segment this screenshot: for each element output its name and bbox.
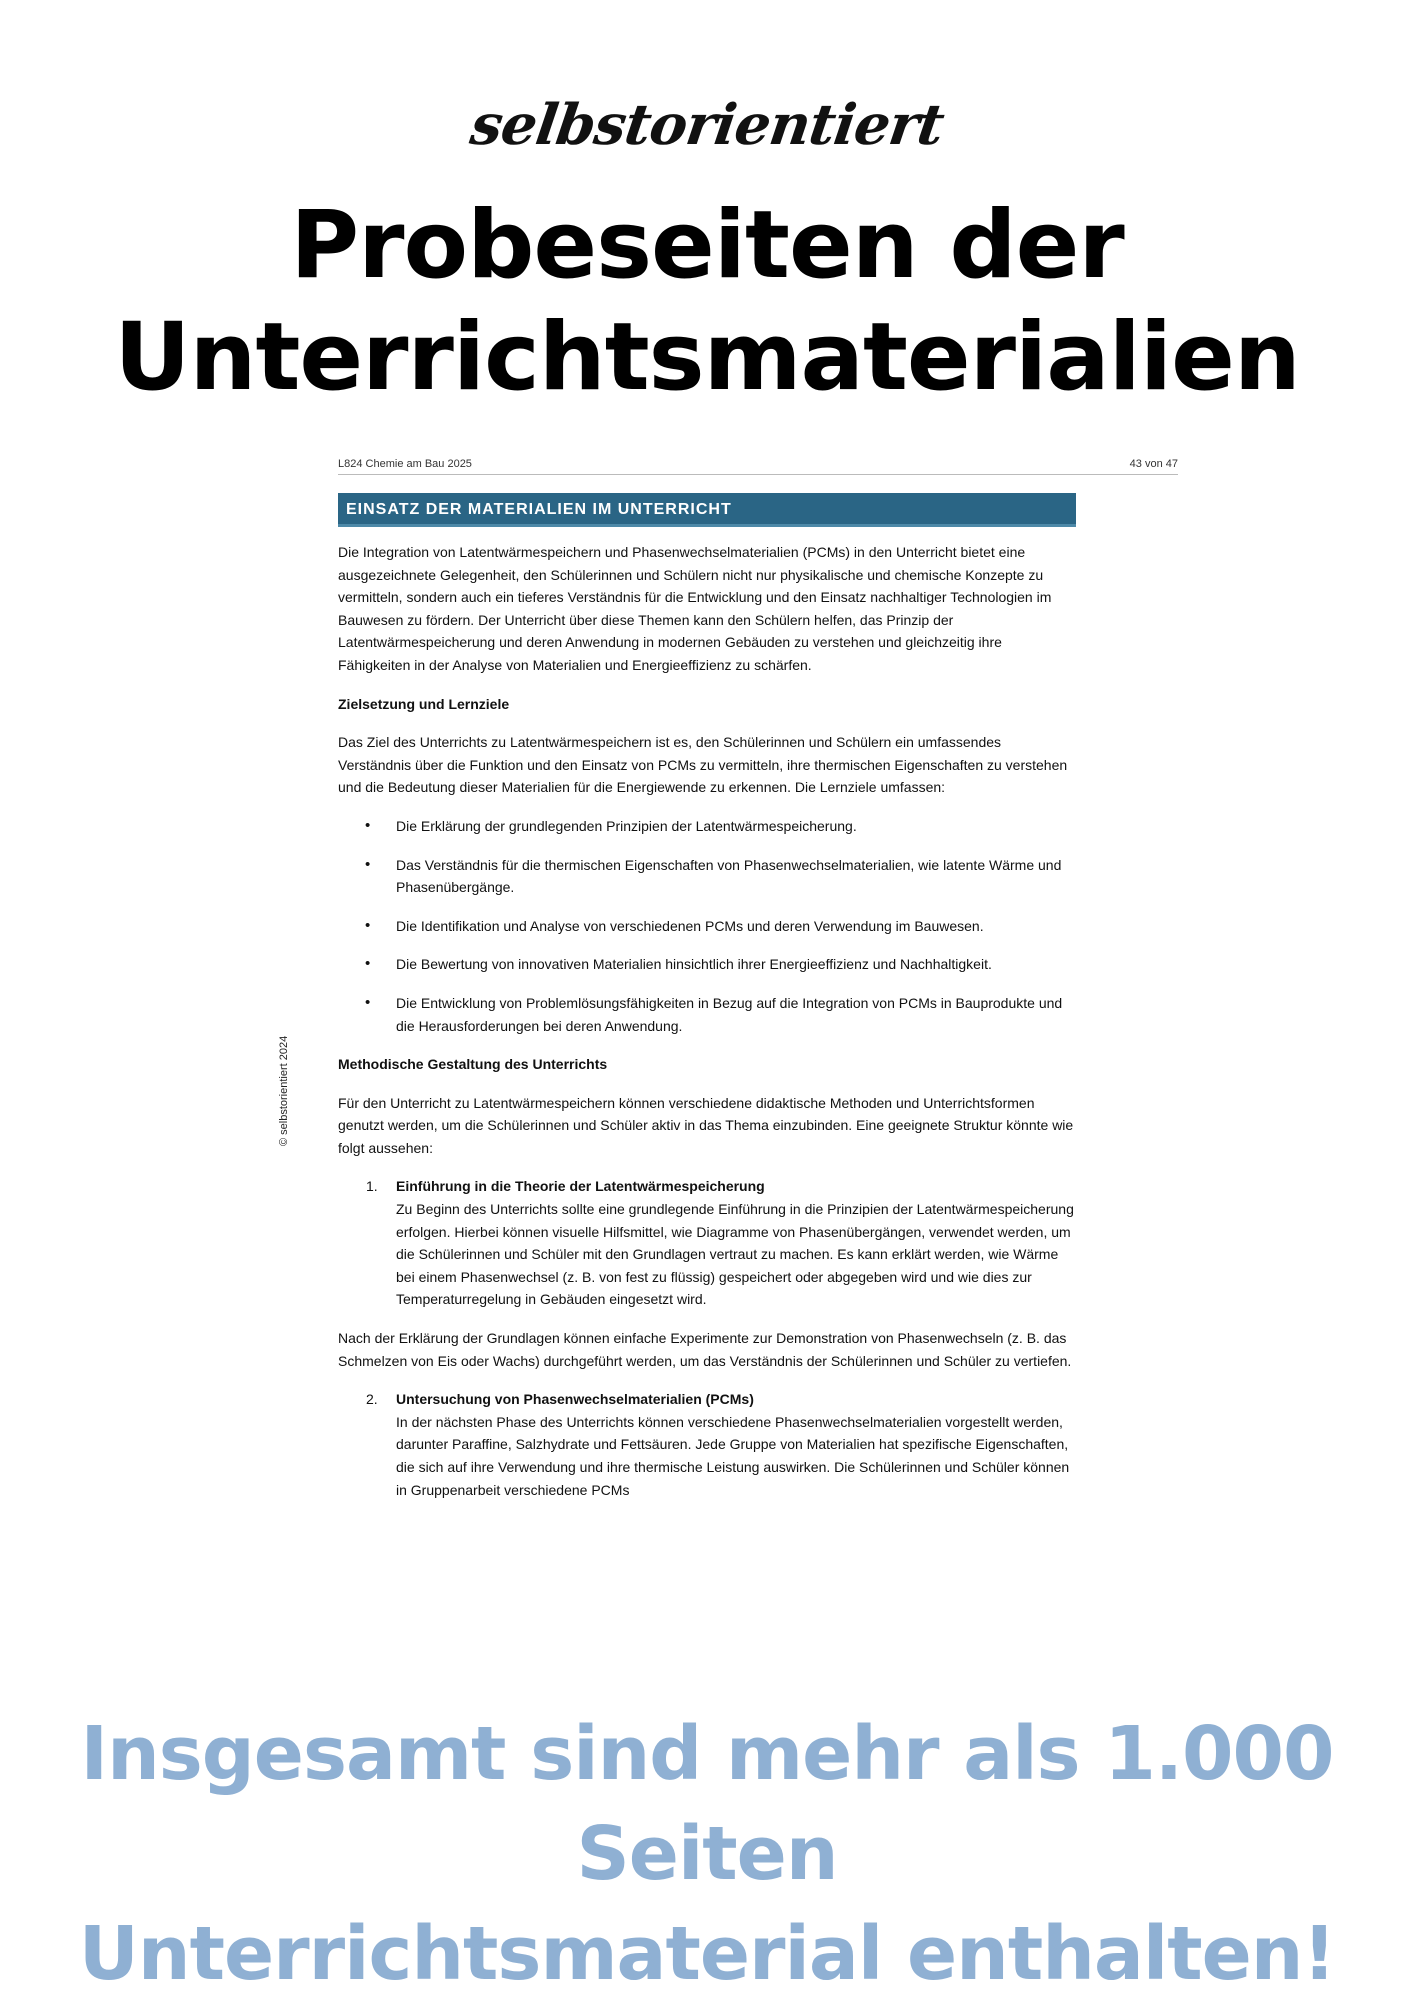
between-paragraph: Nach der Erklärung der Grundlagen können einfache Experimente zur Demonstration von Phasenwechseln (z. B. das Schmelzen von Eis oder Wachs) durchgeführt werden, um das Verständnis der Schülerinnen und Schüler zu vertiefen. (338, 1330, 1072, 1369)
step-title: Einführung in die Theorie der Latentwärmespeicherung (396, 1178, 765, 1195)
sheet-header (338, 458, 1178, 475)
sheet-page-number: 43 von 47 (1129, 458, 1178, 470)
headline-line-1: Probeseiten der (290, 191, 1124, 300)
section-title: EINSATZ DER MATERIALIEN IM UNTERRICHT (338, 493, 1076, 527)
promo-line-2: Unterrichtsmaterial enthalten! (78, 1911, 1336, 1997)
promo-footer (0, 1704, 1414, 2004)
goals-list-item: • Die Identifikation und Analyse von verschiedenen PCMs und deren Verwendung im Bauwesen. (338, 915, 1076, 938)
step-number: 1. (366, 1178, 378, 1195)
page-headline (0, 190, 1414, 414)
subheading-methods: Methodische Gestaltung des Unterrichts (338, 1056, 608, 1073)
step-item-2 (338, 1388, 1076, 1501)
brand-logo: selbstorientiert (466, 92, 948, 158)
goals-intro-paragraph: Das Ziel des Unterrichts zu Latentwärmespeichern ist es, den Schülerinnen und Schülern ein umfassendes Verständnis über die Funktion und den Einsatz von PCMs zu vermitteln, ihre thermischen Eigenschaften zu verstehen und die Bedeutung dieser Materialien für die Energiewende zu erkennen. Die Lernziele umfassen: (338, 734, 1068, 796)
step-text: Zu Beginn des Unterrichts sollte eine grundlegende Einführung in die Prinzipien der Latentwärmespeicherung erfolgen. Hierbei können visuelle Hilfsmittel, wie Diagramme von Phasenübergängen, verwendet werden, um die Schülerinnen und Schüler mit den Grundlagen vertraut zu machen. Es kann erklärt werden, wie Wärme bei einem Phasenwechsel (z. B. von fest zu flüssig) gespeichert oder abgegeben wird und wie dies zur Temperaturregelung in Gebäuden eingesetzt wird. (396, 1201, 1074, 1308)
sheet-content (338, 541, 1076, 1501)
goals-list-item: • Das Verständnis für die thermischen Eigenschaften von Phasenwechselmaterialien, wie latente Wärme und Phasenübergänge. (338, 854, 1076, 899)
intro-paragraph: Die Integration von Latentwärmespeichern und Phasenwechselmaterialien (PCMs) in den Unterricht bietet eine ausgezeichnete Gelegenheit, den Schülerinnen und Schülern nicht nur physikalische und chemische Konzepte zu vermitteln, sondern auch ein tieferes Verständnis für die Entwicklung und den Einsatz nachhaltiger Technologien im Bauwesen zu fördern. Der Unterricht über diese Themen kann den Schülern helfen, das Prinzip der Latentwärmespeicherung und deren Anwendung in modernen Gebäuden zu verstehen und gleichzeitig ihre Fähigkeiten in der Analyse von Materialien und Energieeffizienz zu schärfen. (338, 544, 1052, 673)
methods-intro-paragraph: Für den Unterricht zu Latentwärmespeichern können verschiedene didaktische Methoden und Unterrichtsformen genutzt werden, um die Schülerinnen und Schüler aktiv in das Thema einzubinden. Eine geeignete Struktur könnte wie folgt aussehen: (338, 1094, 1074, 1156)
goals-list (338, 815, 1076, 1037)
goals-list-item: • Die Entwicklung von Problemlösungsfähigkeiten in Bezug auf die Integration von PCMs in Bauprodukte und die Herausforderungen bei deren Anwendung. (338, 992, 1076, 1037)
promo-line-1: Insgesamt sind mehr als 1.000 Seiten (80, 1711, 1334, 1897)
steps-list-continued (338, 1388, 1076, 1501)
step-item-1 (338, 1175, 1076, 1311)
headline-line-2: Unterrichtsmaterialien (114, 303, 1300, 412)
step-number: 2. (366, 1391, 378, 1408)
step-text: In der nächsten Phase des Unterrichts können verschiedene Phasenwechselmaterialien vorgestellt werden, darunter Paraffine, Salzhydrate und Fettsäuren. Jede Gruppe von Materialien hat spezifische Eigenschaften, die sich auf ihre Verwendung und ihre thermische Leistung auswirken. Die Schülerinnen und Schüler können in Gruppenarbeit verschiedene PCMs (396, 1413, 1070, 1498)
step-title: Untersuchung von Phasenwechselmaterialien (PCMs) (396, 1391, 754, 1408)
sheet-header-title: L824 Chemie am Bau 2025 (338, 458, 472, 470)
steps-list (338, 1175, 1076, 1311)
copyright-note: © selbstorientiert 2024 (278, 1035, 290, 1146)
subheading-goals: Zielsetzung und Lernziele (338, 695, 510, 712)
goals-list-item: • Die Erklärung der grundlegenden Prinzipien der Latentwärmespeicherung. (338, 815, 1076, 838)
sample-page (338, 458, 1178, 1517)
goals-list-item: • Die Bewertung von innovativen Materialien hinsichtlich ihrer Energieeffizienz und Nachhaltigkeit. (338, 953, 1076, 976)
